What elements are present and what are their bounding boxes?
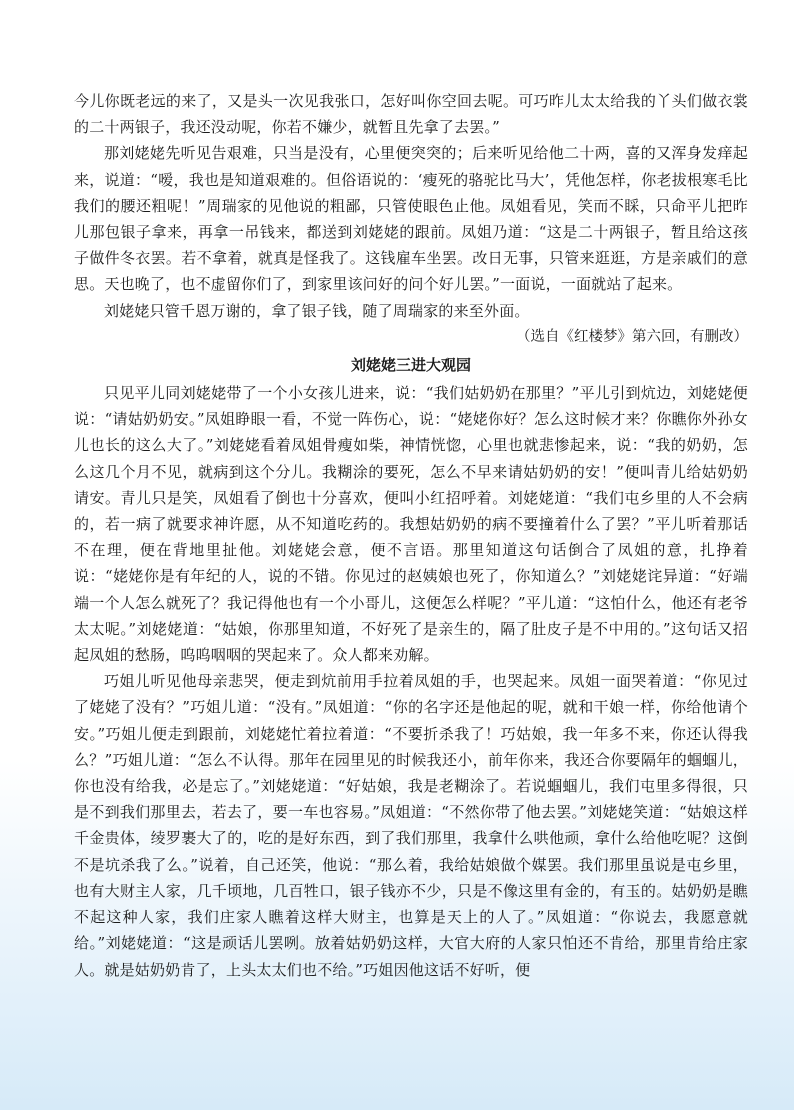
source-note: （选自《红楼梦》第六回，有删改） [516, 328, 748, 345]
paragraph: 刘姥姥只管千恩万谢的，拿了银子钱，随了周瑞家的来至外面。 [104, 301, 530, 320]
section-title: 刘姥姥三进大观园 [350, 356, 471, 375]
paragraph: 只见平儿同刘姥姥带了一个小女孩儿进来，说：“我们姑奶奶在那里？”平儿引到炕边，刘姥姥便说：“请姑奶奶安。”凤姐睁眼一看，不觉一阵伤心，说：“姥姥你好？怎么这时候才来？你瞧你外孙女儿也长的这么大了。”刘姥姥看着凤姐骨瘦如柴，神情恍惚，心里也就悲惨起来，说：“我的奶奶，怎么这几个月不见，就病到这个分儿。我糊涂的要死，怎么不早来请姑奶奶的安！”便叫青儿给姑奶奶请安。青儿只是笑，凤姐看了倒也十分喜欢，便叫小红招呼着。刘姥姥道：“我们屯乡里的人不会病的，若一病了就要求神许愿，从不知道吃药的。我想姑奶奶的病不要撞着什么了罢？”平儿听着那话不在理，便在背地里扯他。刘姥姥会意，便不言语。那里知道这句话倒合了凤姐的意，扎挣着说：“姥姥你是有年纪的人，说的不错。你见过的赵姨娘也死了，你知道么？”刘姥姥诧异道：“好端端一个人怎么就死了？我记得他也有一个小哥儿，这便怎么样呢？”平儿道：“这怕什么，他还有老爷太太呢。”刘姥姥道：“姑娘，你那里知道，不好死了是亲生的，隔了肚皮子是不中用的。”这句话又招起凤姐的愁肠，呜呜咽咽的哭起来了。众人都来劝解。 [74, 384, 748, 665]
paragraph: 巧姐儿听见他母亲悲哭，便走到炕前用手拉着凤姐的手，也哭起来。凤姐一面哭着道：“你见过了姥姥了没有？”巧姐儿道：“没有。”凤姐道：“你的名字还是他起的呢，就和干娘一样，你给他请个安。”巧姐儿便走到跟前，刘姥姥忙着拉着道：“不要折杀我了！巧姑娘，我一年多不来，你还认得我么？”巧姐儿道：“怎么不认得。那年在园里见的时候我还小，前年你来，我还合你要隔年的蝈蝈儿，你也没有给我，必是忘了。”刘姥姥道：“好姑娘，我是老糊涂了。若说蝈蝈儿，我们屯里多得很，只是不到我们那里去，若去了，要一车也容易。”凤姐道：“不然你带了他去罢。”刘姥姥笑道：“姑娘这样千金贵体，绫罗裹大了的，吃的是好东西，到了我们那里，我拿什么哄他顽，拿什么给他吃呢？这倒不是坑杀我了么。”说着，自己还笑，他说：“那么着，我给姑娘做个媒罢。我们那里虽说是屯乡里，也有大财主人家，几千顷地，几百牲口，银子钱亦不少，只是不像这里有金的，有玉的。姑奶奶是瞧不起这种人家，我们庄家人瞧着这样大财主，也算是天上的人了。”凤姐道：“你说去，我愿意就给。”刘姥姥道：“这是顽话儿罢咧。放着姑奶奶这样，大官大府的人家只怕还不肯给，那里肯给庄家人。就是姑奶奶肯了，上头太太们也不给。”巧姐因他这话不好听，便 [74, 672, 748, 979]
paragraph-continued: 今儿你既老远的来了，又是头一次见我张口，怎好叫你空回去呢。可巧昨儿太太给我的丫头们做衣裳的二十两银子，我还没动呢，你若不嫌少，就暂且先拿了去罢。” [74, 92, 748, 137]
paragraph: 那刘姥姥先听见告艰难，只当是没有，心里便突突的；后来听见给他二十两，喜的又浑身发痒起来，说道：“嗳，我也是知道艰难的。但俗语说的：‘瘦死的骆驼比马大’，凭他怎样，你老拔根寒毛比我们的腰还粗呢！”周瑞家的见他说的粗鄙，只管使眼色止他。凤姐看见，笑而不睬，只命平儿把昨儿那包银子拿来，再拿一吊钱来，都送到刘姥姥的跟前。凤姐乃道：“这是二十两银子，暂且给这孩子做件冬衣罢。若不拿着，就真是怪我了。这钱雇车坐罢。改日无事，只管来逛逛，方是亲戚们的意思。天也晚了，也不虚留你们了，到家里该问好的问个好儿罢。”一面说，一面就站了起来。 [74, 144, 748, 294]
